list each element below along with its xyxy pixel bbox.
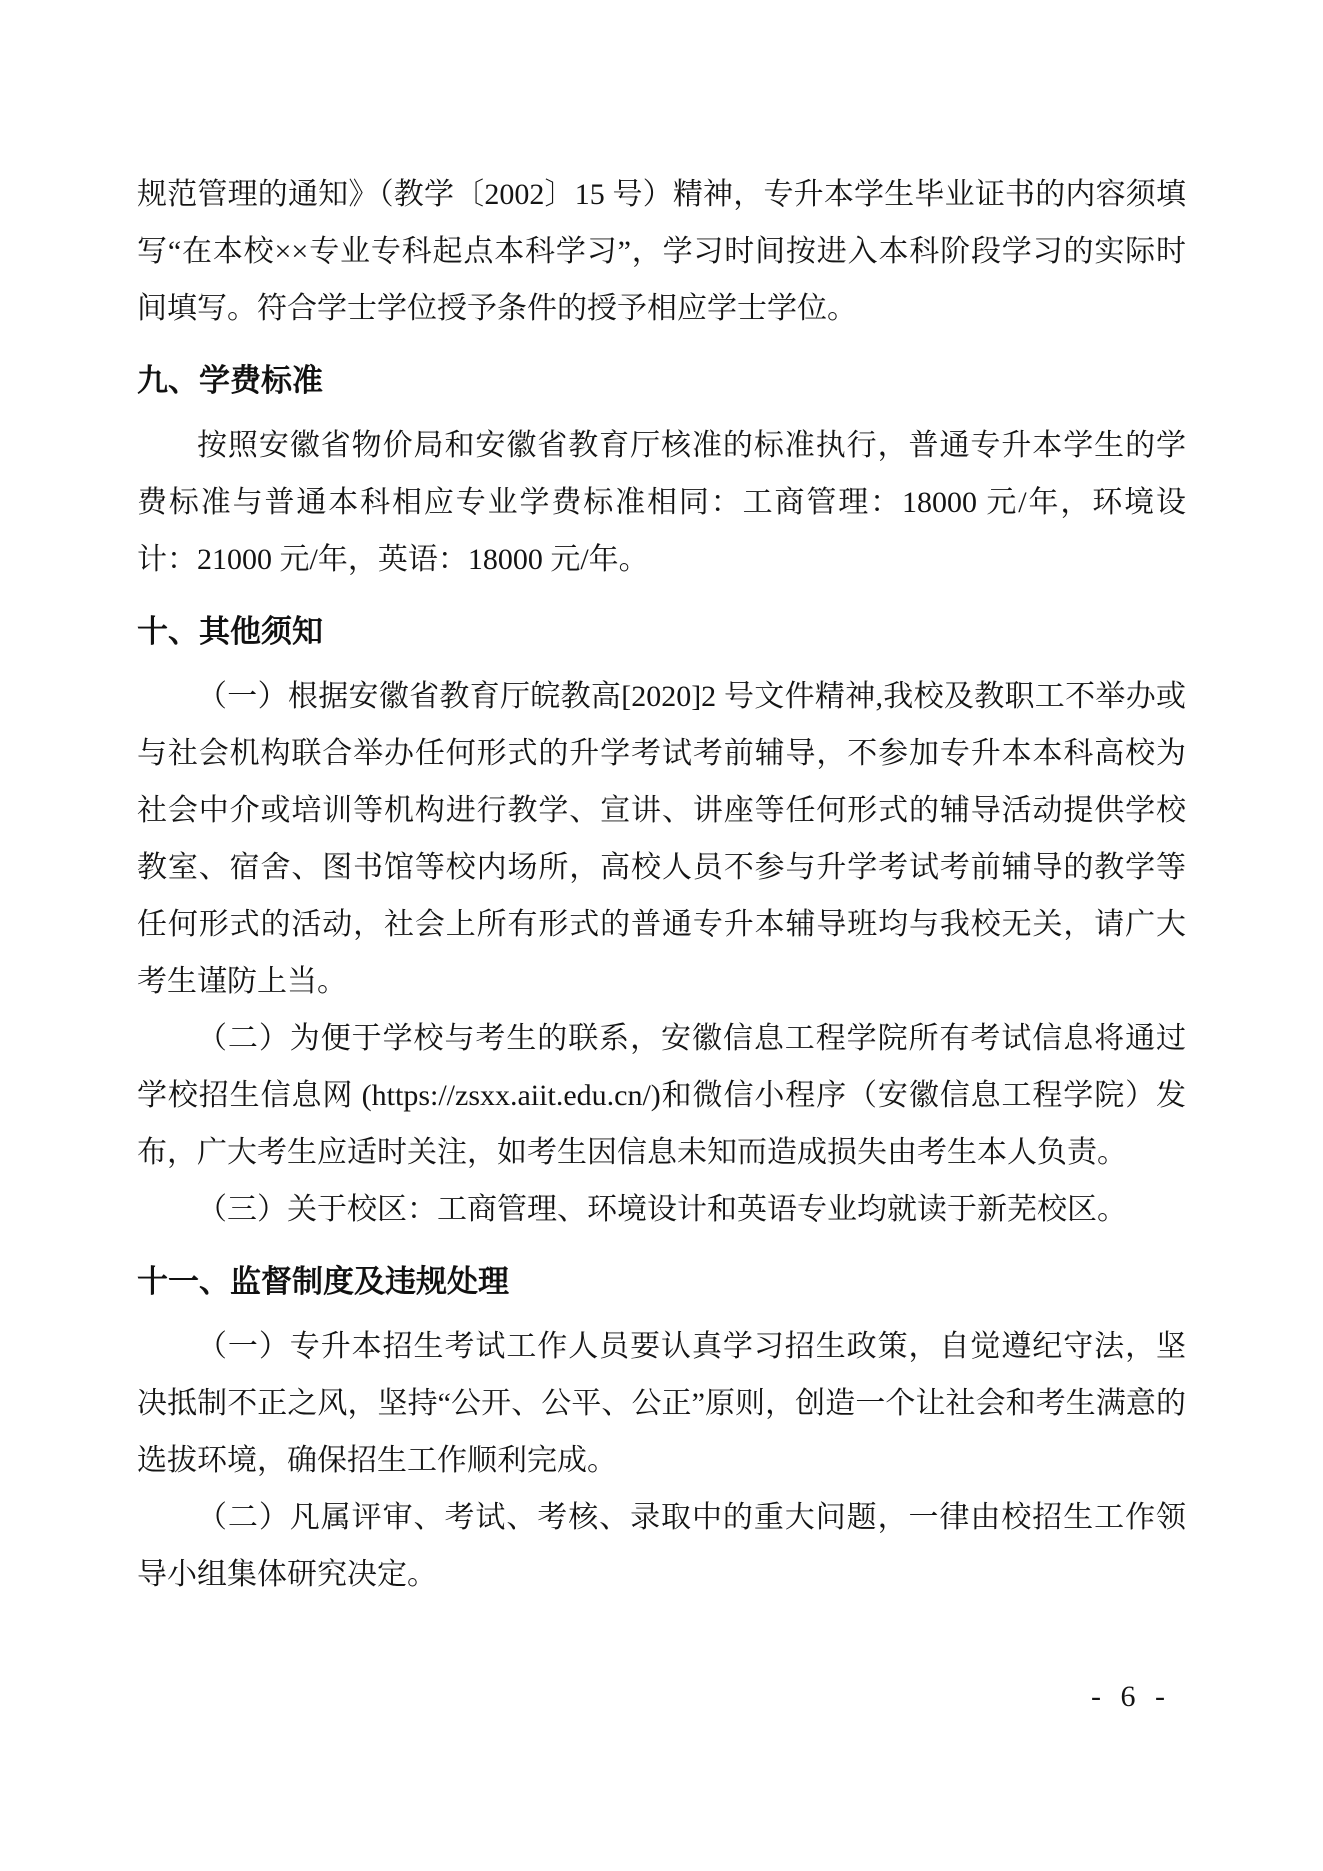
continuation-paragraph: 规范管理的通知》（教学〔2002〕15 号）精神，专升本学生毕业证书的内容须填写“在本校××专业专科起点本科学习”，学习时间按进入本科阶段学习的实际时间填写。符合学士学位授予条件的授予相应学士学位。 (137, 178, 1186, 325)
section-heading-tuition: 九、学费标准 (137, 363, 323, 398)
document-content (137, 166, 1186, 1603)
other-notes-paragraph-3: （三）关于校区：工商管理、环境设计和英语专业均就读于新芜校区。 (197, 1193, 1127, 1226)
section-heading-supervision: 十一、监督制度及违规处理 (137, 1264, 509, 1299)
supervision-paragraph-1: （一）专升本招生考试工作人员要认真学习招生政策，自觉遵纪守法，坚决抵制不正之风，坚持“公开、公平、公正”原则，创造一个让社会和考生满意的选拔环境，确保招生工作顺利完成。 (137, 1330, 1186, 1477)
tuition-paragraph: 按照安徽省物价局和安徽省教育厅核准的标准执行，普通专升本学生的学费标准与普通本科相应专业学费标准相同：工商管理：18000 元/年，环境设计：21000 元/年，英语：18000 元/年。 (137, 429, 1186, 576)
other-notes-paragraph-2: （二）为便于学校与考生的联系，安徽信息工程学院所有考试信息将通过学校招生信息网 (https://zsxx.aiit.edu.cn/)和微信小程序（安徽信息工程学院）发布，广大考生应适时关注，如考生因信息未知而造成损失由考生本人负责。 (137, 1022, 1186, 1169)
section-heading-other-notes: 十、其他须知 (137, 614, 323, 649)
page-number: - 6 - (1091, 1680, 1171, 1713)
other-notes-paragraph-1: （一）根据安徽省教育厅皖教高[2020]2 号文件精神,我校及教职工不举办或与社会机构联合举办任何形式的升学考试考前辅导，不参加专升本本科高校为社会中介或培训等机构进行教学、宣讲、讲座等任何形式的辅导活动提供学校教室、宿舍、图书馆等校内场所，高校人员不参与升学考试考前辅导的教学等任何形式的活动，社会上所有形式的普通专升本辅导班均与我校无关，请广大考生谨防上当。 (137, 680, 1186, 998)
supervision-paragraph-2: （二）凡属评审、考试、考核、录取中的重大问题，一律由校招生工作领导小组集体研究决定。 (137, 1501, 1186, 1591)
